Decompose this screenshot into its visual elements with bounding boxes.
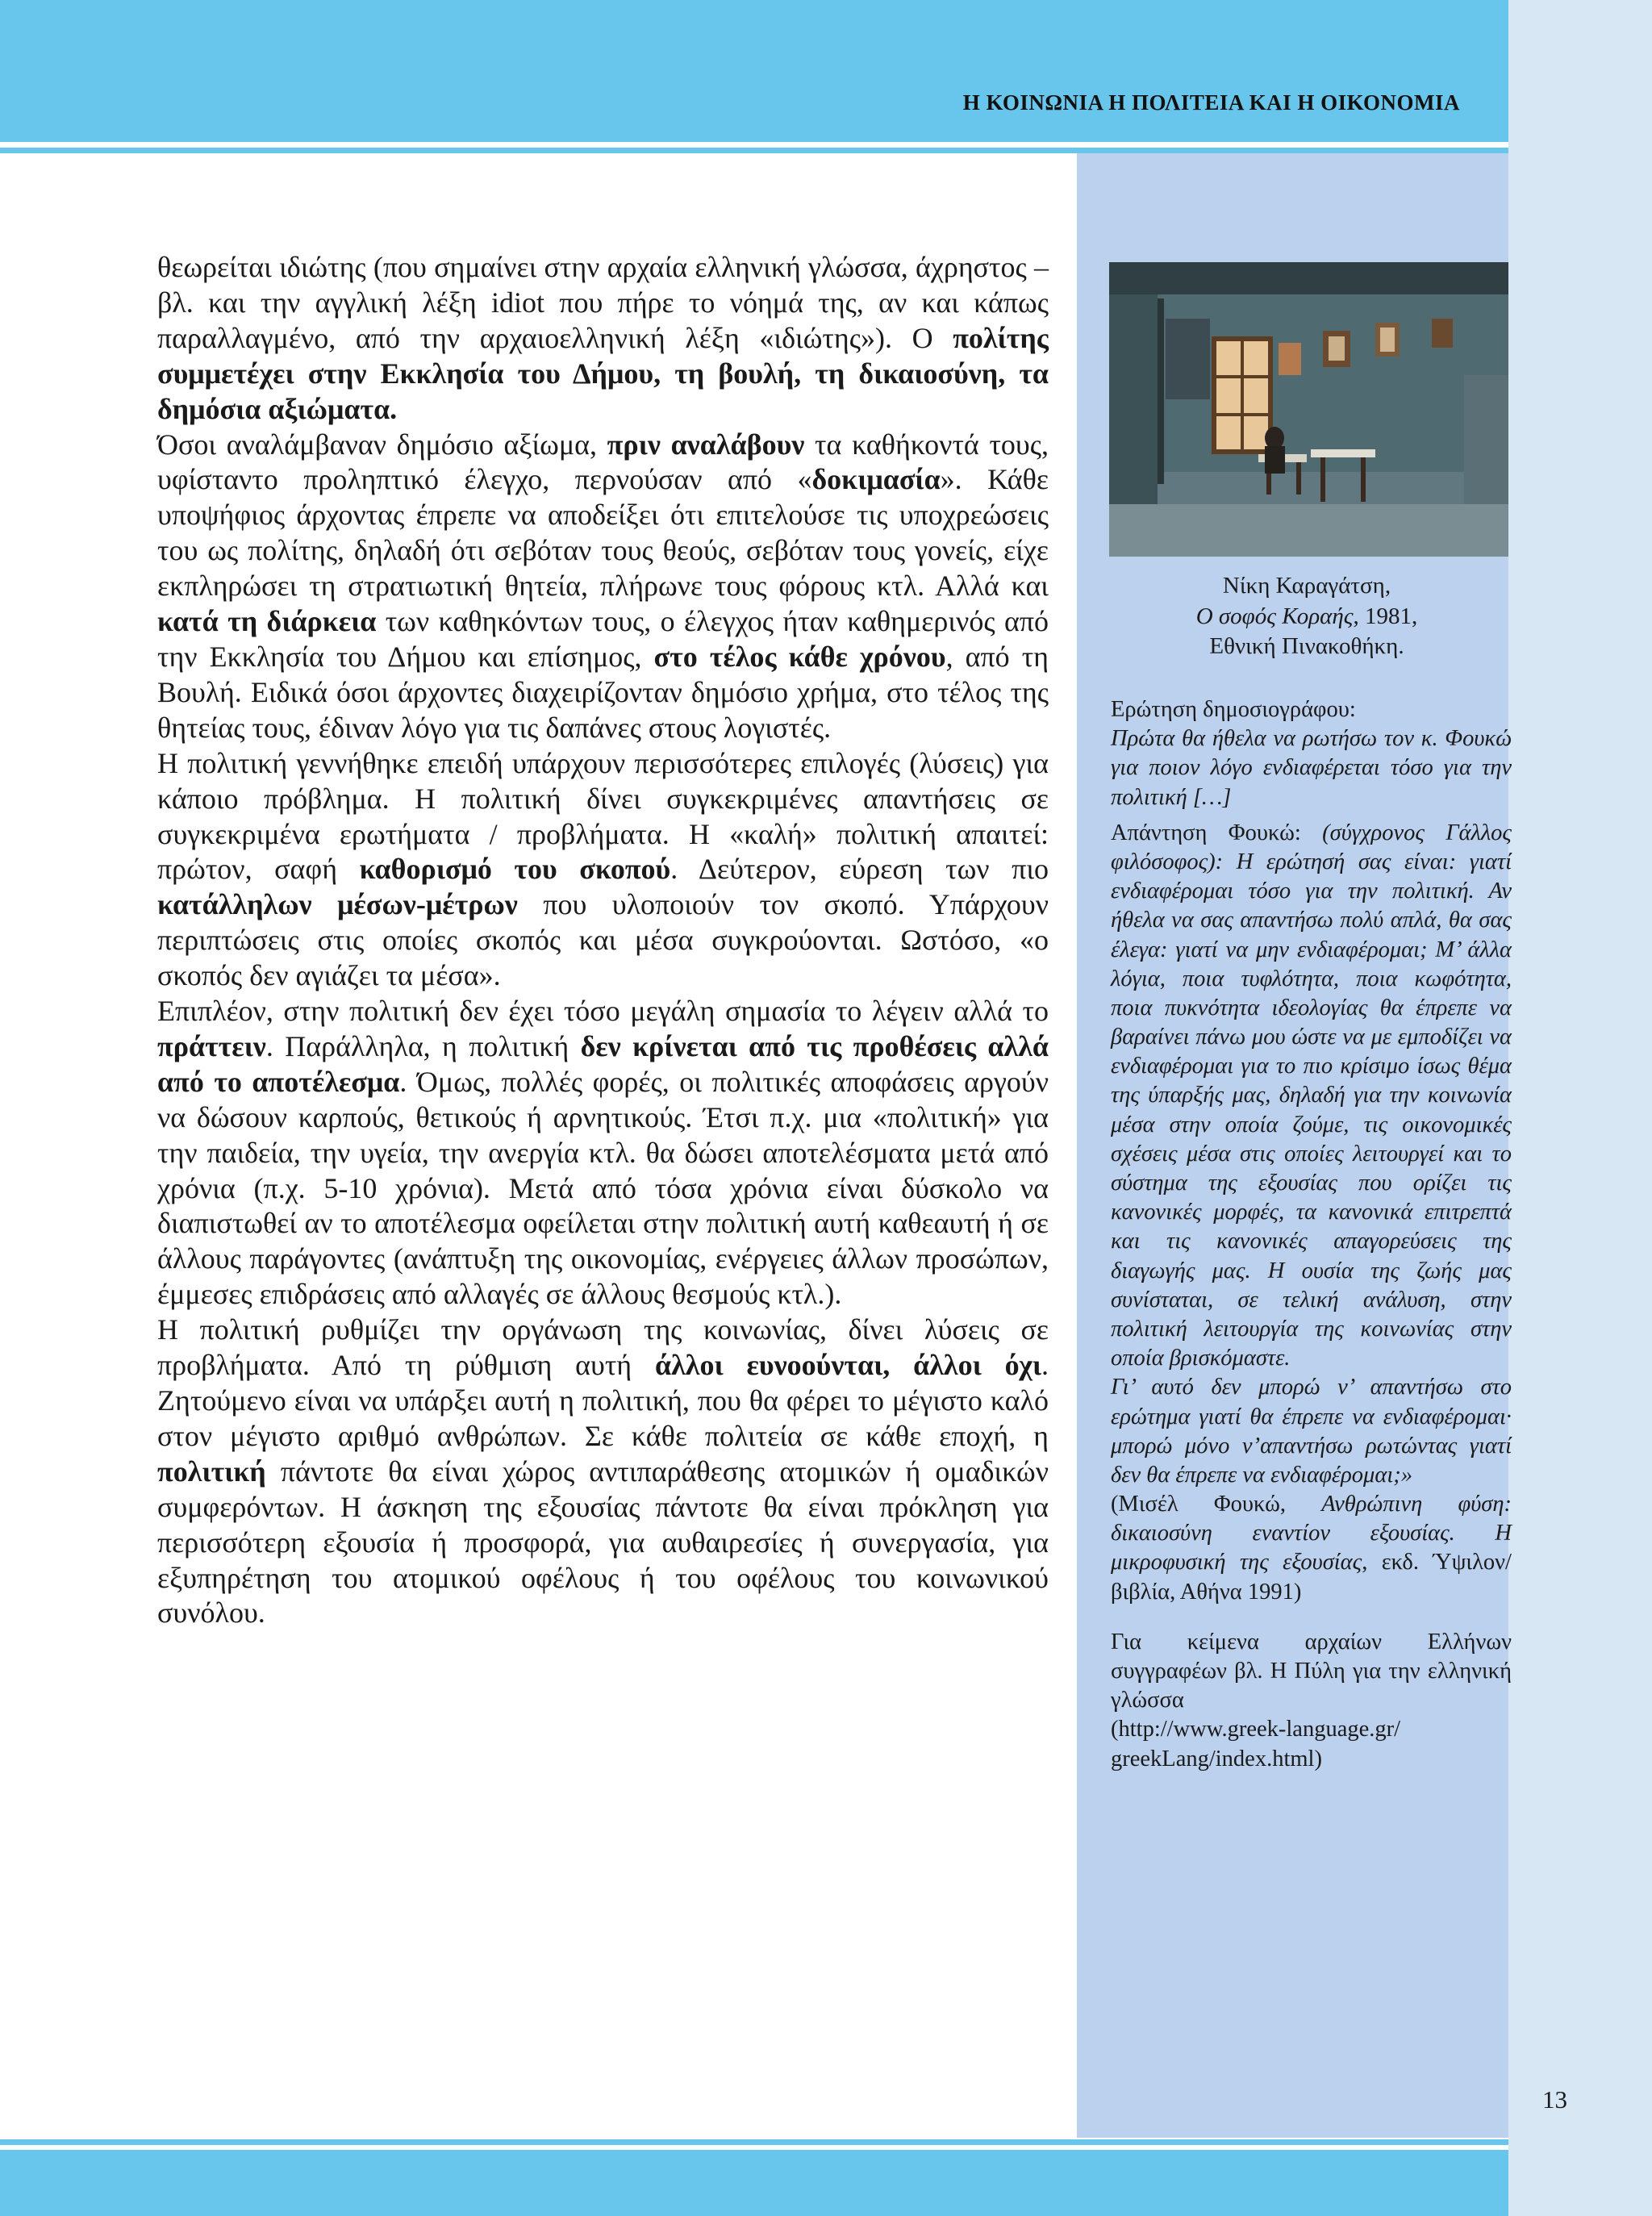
painting-caption xyxy=(1089,571,1525,662)
citation: (Μισέλ Φουκώ, Ανθρώπινη φύση: δικαιοσύνη εναντίον εξουσίας. Η μικροφυσική της εξουσίας, εκδ. Ύψιλον/ βιβλία, Αθήνα 1991) xyxy=(1111,1492,1512,1605)
footer-band xyxy=(0,2150,1508,2216)
answer-text-2: Γι’ αυτό δεν μπορώ ν’ απαντήσω στο ερώτημα γιατί θα έπρεπε να ενδιαφέρομαι· μπορώ μόνο ν’απαντήσω ρωτώντας γιατί δεν θα έπρεπε να ενδιαφέρομαι;» xyxy=(1111,1375,1512,1488)
paragraph-4: Επιπλέον, στην πολιτική δεν έχει τόσο μεγάλη σημασία το λέγειν αλλά το πράττειν. Παράλληλα, η πολιτική δεν κρίνεται από τις προθέσεις αλλά από το αποτέλεσμα. Όμως, πολλές φορές, οι πολιτικές αποφάσεις αργούν να δώσουν καρπούς, θετικούς ή αρνητικούς. Έτσι π.χ. μια «πολιτική» για την παιδεία, την υγεία, την ανεργία κτλ. θα δώσει αποτελέσματα μετά από χρόνια (π.χ. 5-10 χρόνια). Μετά από τόσα χρόνια είναι δύσκολο να διαπιστωθεί αν το αποτέλεσμα οφείλεται στην πολιτική αυτή καθεαυτή ή σε άλλους παράγοντες (ανάπτυξη της οικονομίας, ενέργειες άλλων προσώπων, έμμεσες επιδράσεις από αλλαγές σε άλλους θεσμούς κτλ.). xyxy=(157,995,1049,1311)
painting-illustration xyxy=(1109,262,1508,557)
painting-image xyxy=(1109,262,1508,557)
paragraph-3: Η πολιτική γεννήθηκε επειδή υπάρχουν περισσότερες επιλογές (λύσεις) για κάποιο πρόβλημα. Η πολιτική δίνει συγκεκριμένες απαντήσεις σε συγκεκριμένα ερωτήματα / προβλήματα. Η «καλή» πολιτική απαιτεί: πρώτον, σαφή καθορισμό του σκοπού. Δεύτερον, εύρεση των πιο κατάλληλων μέσων-μέτρων που υλοποιούν τον σκοπό. Υπάρχουν περιπτώσεις στις οποίες σκοπός και μέσα συγκρούονται. Ωστόσο, «ο σκοπός δεν αγιάζει τα μέσα». xyxy=(157,746,1049,992)
spacer xyxy=(1111,1607,1512,1628)
sidebar-text xyxy=(1111,695,1512,1774)
running-title: Η ΚΟΙΝΩΝΙΑ Η ΠΟΛΙΤΕΙΑ ΚΑΙ Η ΟΙΚΟΝΟΜΙΑ xyxy=(962,90,1460,115)
paragraph-2: Όσοι αναλάμβαναν δημόσιο αξίωμα, πριν αναλάβουν τα καθήκοντά τους, υφίσταντο προληπτικό έλεγχο, περνούσαν από «δοκιμασία». Κάθε υποψήφιος άρχοντας έπρεπε να αποδείξει ότι επιτελούσε τις υποχρεώσεις του ως πολίτης, δηλαδή ότι σεβόταν τους θεούς, σεβόταν τους γονείς, είχε εκπληρώσει τη στρατιωτική θητεία, πλήρωνε τους φόρους κτλ. Αλλά και κατά τη διάρκεια των καθηκόντων τους, ο έλεγχος ήταν καθημερινός από την Εκκλησία του Δήμου και επίσημος, στο τέλος κάθε χρόνου, από τη Βουλή. Ειδικά όσοι άρχοντες διαχειρίζονταν δημόσιο χρήμα, στο τέλος της θητείας τους, έδιναν λόγο για τις δαπάνες στους λογιστές. xyxy=(157,428,1049,744)
page-number: 13 xyxy=(1542,2085,1567,2114)
paragraph-5: Η πολιτική ρυθμίζει την οργάνωση της κοινωνίας, δίνει λύσεις σε προβλήματα. Από τη ρύθμιση αυτή άλλοι ευνοούνται, άλλοι όχι. Ζητούμενο είναι να υπάρξει αυτή η πολιτική, που θα φέρει το μέγιστο καλό στον μέγιστο αριθμό ανθρώπων. Σε κάθε πολιτεία σε κάθε εποχή, η πολιτική πάντοτε θα είναι χώρος αντιπαράθεσης ατομικών ή ομαδικών συμφερόντων. Η άσκηση της εξουσίας πάντοτε θα είναι πρόκληση για περισσότερη εξουσία ή προσφορά, για αυθαιρεσίες ή συνεργασία, για εξυπηρέτηση του ατομικού οφέλους ή του οφέλους του κοινωνικού συνόλου. xyxy=(157,1313,1049,1630)
paragraph-1: θεωρείται ιδιώτης (που σημαίνει στην αρχαία ελληνική γλώσσα, άχρηστος –βλ. και την αγγλική λέξη idiot που πήρε το νόημά της, αν και κάπως παραλλαγμένο, από την αρχαιοελληνική λέξη «ιδιώτης»). Ο πολίτης συμμετέχει στην Εκκλησία του Δήμου, τη βουλή, τη δικαιοσύνη, τα δημόσια αξιώματα. xyxy=(157,251,1049,425)
caption-location: Εθνική Πινακοθήκη. xyxy=(1209,633,1404,660)
links-text: Για κείμενα αρχαίων Ελλήνων συγγραφέων βλ. Η Πύλη για την ελληνική γλώσσα xyxy=(1111,1629,1512,1713)
page-edge-strip xyxy=(1508,0,1652,2216)
header-band xyxy=(0,0,1508,142)
caption-work: Ο σοφός Κοραής, 1981, xyxy=(1195,603,1418,629)
main-text xyxy=(157,250,1049,1631)
question-label: Ερώτηση δημοσιογράφου: xyxy=(1111,697,1356,722)
header-rule xyxy=(0,148,1508,153)
caption-artist: Νίκη Καραγάτση, xyxy=(1222,573,1391,599)
links-url: (http://www.greek-language.gr/ greekLang/index.html) xyxy=(1111,1717,1401,1772)
footer-rule xyxy=(0,2139,1508,2145)
answer-text: Απάντηση Φουκώ: (σύγχρονος Γάλλος φιλόσοφος): Η ερώτησή σας είναι: γιατί ενδιαφέρομαι τόσο για την πολιτική. Αν ήθελα να σας απαντήσω πολύ απλά, θα σας έλεγα: γιατί να μην ενδιαφέρομαι; Μ’ άλλα λόγια, ποια τυφλότητα, ποια κωφότητα, ποια πυκνότητα ιδεολογίας θα έπρεπε να βαραίνει πάνω μου ώστε να με εμποδίζει να ενδιαφέρομαι για το πιο κρίσιμο ίσως θέμα της ύπαρξής μας, δηλαδή για την κοινωνία μέσα στην οποία ζούμε, τις οικονομικές σχέσεις μέσα στις οποίες λειτουργεί και το σύστημα της εξουσίας που ορίζει τις κανονικές μορφές, τα κανονικά επιτρεπτά και τις κανονικές απαγορεύσεις της διαγωγής μας. Η ουσία της ζωής μας συνίσταται, σε τελική ανάλυση, στην πολιτική λειτουργία της κοινωνίας στην οποία βρισκόμαστε. xyxy=(1111,820,1512,1371)
question-text: Πρώτα θα ήθελα να ρωτήσω τον κ. Φουκώ για ποιον λόγο ενδιαφέρεται τόσο για την πολιτική […] xyxy=(1111,726,1512,810)
